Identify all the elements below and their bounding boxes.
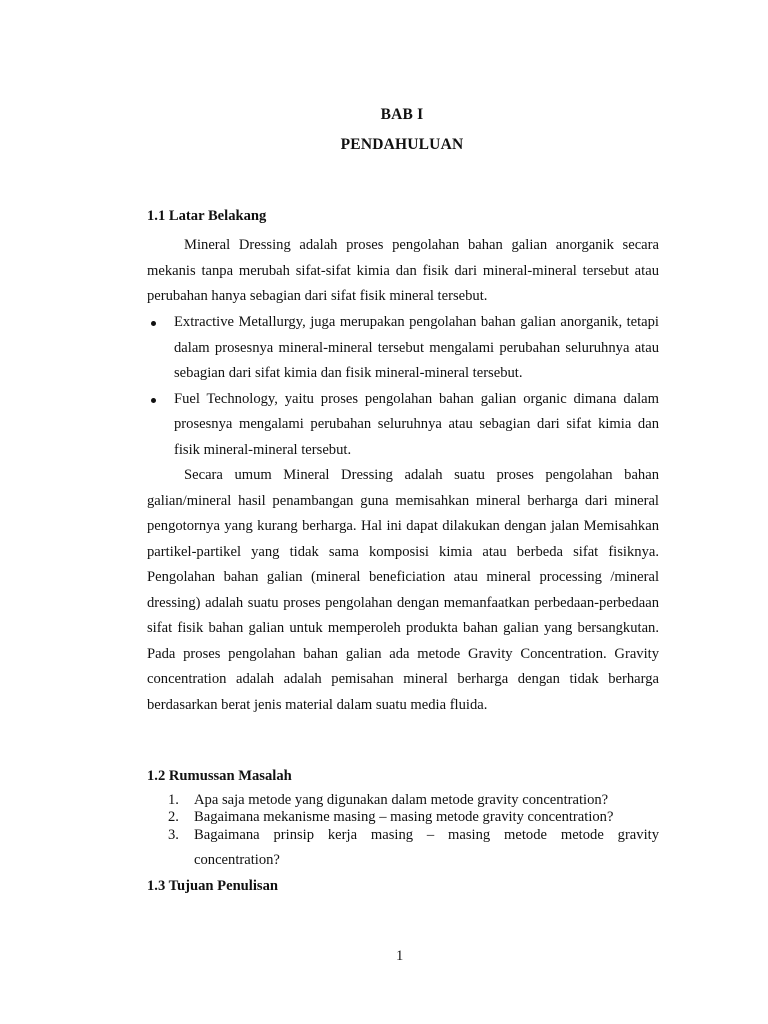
section-heading-rumusan-masalah: 1.2 Rumussan Masalah: [147, 768, 292, 784]
chapter-title: PENDAHULUAN: [340, 136, 464, 153]
section-heading-latar-belakang: 1.1 Latar Belakang: [147, 208, 267, 224]
bullet-list: [147, 310, 659, 463]
bullet-item-text: Extractive Metallurgy, juga merupakan pengolahan bahan galian anorganik, tetapi dalam prosesnya mineral-mineral tersebut mengalami perubahan seluruhnya atau sebagian dari sifat kimia dan fisik mineral-mineral tersebut.: [174, 314, 659, 381]
bullet-item-text: Fuel Technology, yaitu proses pengolahan bahan galian organic dimana dalam prosesnya mengalami perubahan seluruhnya atau sebagian dari sifat kimia dan fisik mineral-mineral tersebut.: [174, 390, 659, 458]
list-item-text: Bagaimana prinsip kerja masing – masing metode metode gravity concentration?: [194, 827, 659, 868]
section-heading-tujuan-penulisan: 1.3 Tujuan Penulisan: [147, 878, 279, 894]
numbered-item-1: [147, 792, 659, 809]
list-number: 3.: [168, 827, 179, 843]
page-number: 1: [396, 948, 404, 964]
list-number: 1.: [168, 792, 179, 808]
bullet-item-extractive-metallurgy: [147, 310, 659, 387]
list-number: 2.: [168, 809, 179, 825]
bullet-icon: [151, 321, 156, 326]
paragraph-mineral-dressing: Mineral Dressing adalah proses pengolahan bahan galian anorganik secara mekanis tanpa merubah sifat-sifat kimia dan fisik dari mineral-mineral tersebut atau perubahan hanya sebagian dari sifat fisik mineral tersebut.: [147, 237, 659, 304]
numbered-list: [147, 792, 659, 873]
paragraph-secara-umum: Secara umum Mineral Dressing adalah suatu proses pengolahan bahan galian/mineral hasil penambangan guna memisahkan mineral berharga dari mineral pengotornya yang kurang berharga. Hal ini dapat dilakukan dengan jalan Memisahkan partikel-partikel yang tidak sama komposisi kimia atau berbeda sifat fisiknya. Pengolahan bahan galian (mineral beneficiation atau mineral processing /mineral dressing) adalah suatu proses pengolahan dengan memanfaatkan perbedaan-perbedaan sifat fisik bahan galian untuk memperoleh produkta bahan galian yang bersangkutan. Pada proses pengolahan bahan galian ada metode Gravity Concentration. Gravity concentration adalah adalah pemisahan mineral berharga dengan tidak berharga berdasarkan berat jenis material dalam suatu media fluida.: [147, 467, 659, 713]
numbered-item-3: [147, 823, 659, 873]
list-item-text: Bagaimana mekanisme masing – masing metode gravity concentration?: [194, 809, 614, 825]
bullet-icon: [151, 398, 156, 403]
list-item-text: Apa saja metode yang digunakan dalam metode gravity concentration?: [194, 792, 609, 808]
bullet-item-fuel-technology: [147, 387, 659, 464]
chapter-number: BAB I: [380, 106, 424, 123]
